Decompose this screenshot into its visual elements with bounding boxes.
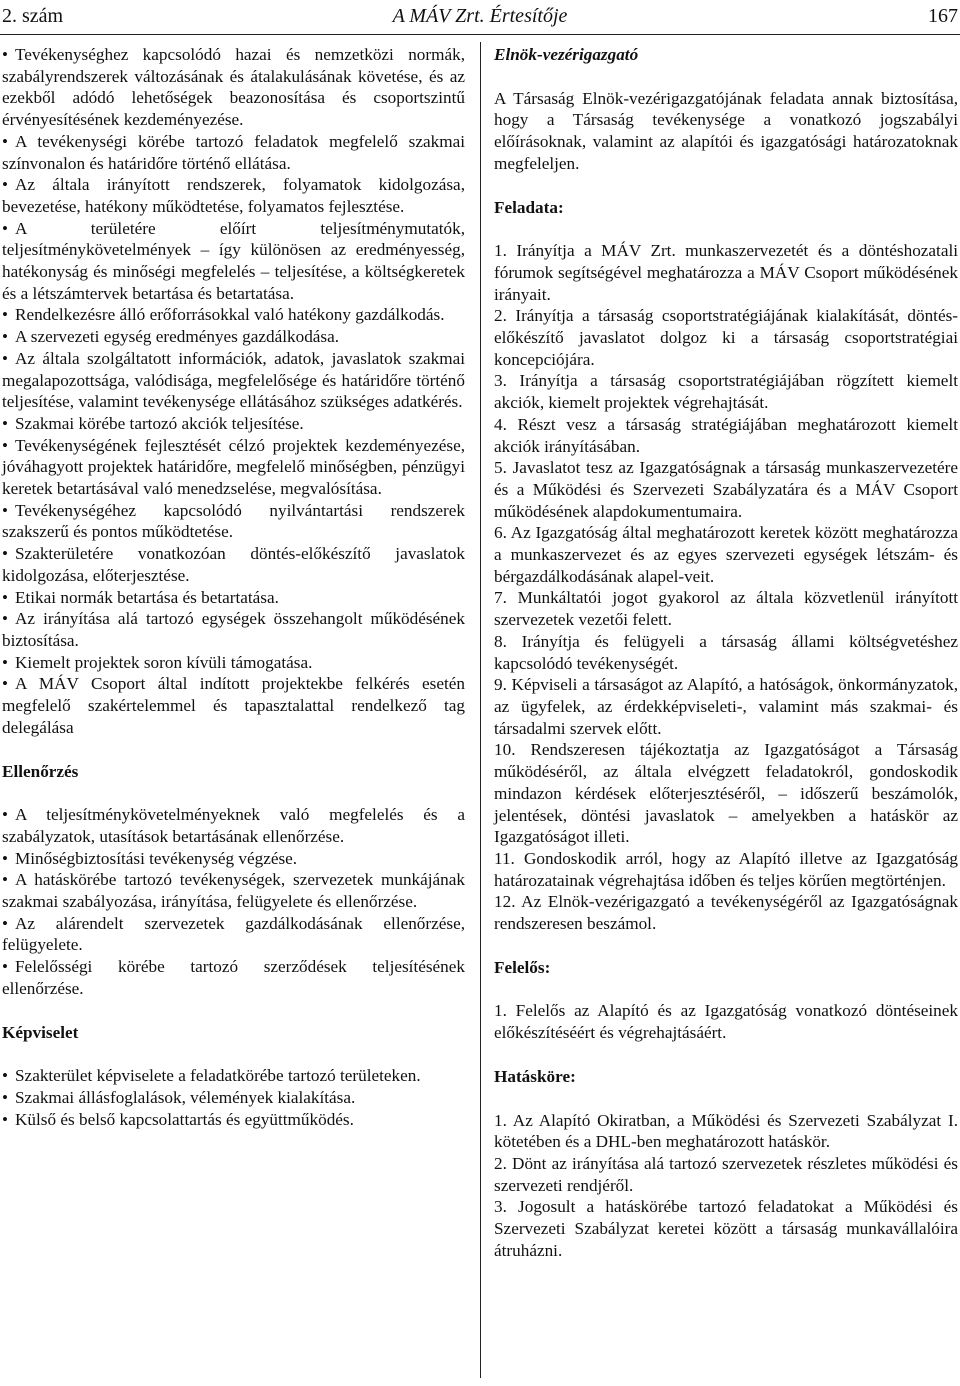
section-title-felelos: Felelős:	[494, 957, 551, 977]
bullet-item: • Az általa irányított rendszerek, folyamatok kidolgozása, bevezetése, hatékony működtetése, folyamatos fejlesztése.	[2, 175, 465, 216]
bullet-item: • A szervezeti egység eredményes gazdálkodása.	[2, 327, 340, 347]
issue-number: 2. szám	[2, 5, 64, 27]
bullet-list-control	[2, 804, 465, 999]
bullet-icon: •	[2, 609, 8, 629]
bullet-icon: •	[2, 348, 8, 368]
list-item: 12. Az Elnök-vezérigazgató a tevékenységéről az Igazgatóságnak rendszeresen beszámol.	[494, 892, 958, 934]
list-item: 7. Munkáltatói jogot gyakorol az általa közvetlenül irányított szervezetek vezetői felett.	[494, 588, 958, 630]
list-item: 1. Felelős az Alapító és az Igazgatóság vonatkozó döntéseinek előkészítéséért és végrehajtásáért.	[494, 1001, 958, 1043]
section-title-kepviselet: Képviselet	[2, 1022, 79, 1042]
numbered-list-responsibility	[494, 1000, 958, 1043]
bullet-item: • A területére előírt teljesítménymutatók, teljesítménykövetelmények – így különösen az eredményesség, hatékonyság és minőségi megfelelés – teljesítése, a költségkeretek és a létszámtervek betartása és betartatása.	[2, 218, 465, 303]
bullet-item: • Szakterület képviselete a feladatkörébe tartozó területeken.	[2, 1066, 421, 1086]
bullet-item: • Az alárendelt szervezetek gazdálkodásának ellenőrzése, felügyelete.	[2, 913, 465, 955]
bullet-icon: •	[2, 913, 8, 933]
bullet-item: • Külső és belső kapcsolattartás és együttműködés.	[2, 1109, 354, 1129]
bullet-list-duties	[2, 44, 465, 739]
section-title-ceo: Elnök-vezérigazgató	[494, 45, 639, 64]
bullet-item: • Tevékenységéhez kapcsolódó nyilvántartási rendszerek szakszerű és pontos működtetése.	[2, 500, 465, 542]
bullet-icon: •	[2, 587, 8, 607]
bullet-icon: •	[2, 957, 8, 977]
intro-paragraph: A Társaság Elnök-vezérigazgatójának feladata annak biztosítása, hogy a Társaság tevékenysége a vonatkozó jogszabályi előírásoknak, valamint az alapítói és igazgatósági határozatoknak megfeleljen.	[494, 88, 958, 173]
bullet-icon: •	[2, 435, 8, 455]
bullet-list-representation	[2, 1065, 465, 1130]
bullet-icon: •	[2, 131, 8, 151]
page-number: 167	[928, 5, 958, 27]
bullet-icon: •	[2, 544, 8, 564]
bullet-item: • Tevékenységének fejlesztését célzó projektek kezdeményezése, jóváhagyott projektek határidőre, megfelelő minőségben, pénzügyi keretek betartásával való menedzselése, megvalósítása.	[2, 435, 465, 499]
list-item: 10. Rendszeresen tájékoztatja az Igazgatóságot a Társaság működéséről, az általa elvégzett feladatokról, gondoskodik mindazon kérdések előterjesztéséről, – időszerű beszámolók, jelentések, döntési javaslatok – amelyekben a hatáskör az Igazgatóságot illeti.	[494, 740, 958, 847]
list-item: 1. Az Alapító Okiratban, a Működési és Szervezeti Szabályzat I. kötetében és a DHL-ben meghatározott hatáskör.	[494, 1110, 958, 1152]
bullet-item: • Az általa szolgáltatott információk, adatok, javaslatok szakmai megalapozottsága, valódisága, megfelelősége és határidőre történő teljesítése, valamint tevékenysége ellátásához szükséges adatkérés.	[2, 348, 465, 412]
bullet-item: • A teljesítménykövetelményeknek való megfelelés és a szabályzatok, utasítások betartásának ellenőrzése.	[2, 805, 465, 846]
list-item: 4. Részt vesz a társaság stratégiájában meghatározott kiemelt akciók irányításában.	[494, 414, 958, 456]
bullet-icon: •	[2, 870, 8, 890]
list-item: 8. Irányítja és felügyeli a társaság állami költségvetéshez kapcsolódó tevékenységét.	[494, 631, 958, 673]
list-item: 3. Jogosult a hatáskörébe tartozó feladatokat a Működési és Szervezeti Szabályzat keretei között a társaság munkavállalóira átruházni.	[494, 1197, 958, 1260]
bullet-item: • Az irányítása alá tartozó egységek összehangolt működésének biztosítása.	[2, 609, 465, 650]
bullet-icon: •	[2, 1109, 8, 1129]
bullet-item: • Kiemelt projektek soron kívüli támogatása.	[2, 652, 313, 672]
bullet-icon: •	[2, 413, 8, 433]
column-divider	[480, 42, 481, 1378]
bullet-item: • Tevékenységhez kapcsolódó hazai és nemzetközi normák, szabályrendszerek változásának és átalakulásának követése, és az ezekből adódó lehetőségek beazonosítása és csoportszintű érvényesítésének kezdeményezése.	[2, 45, 465, 130]
bullet-item: • Szakterületére vonatkozóan döntés-előkészítő javaslatok kidolgozása, előterjesztése.	[2, 544, 465, 585]
bullet-item: • A MÁV Csoport által indított projektekbe felkérés esetén megfelelő szakértelemmel és tapasztalattal rendelkező tag delegálása	[2, 674, 465, 737]
list-item: 3. Irányítja a társaság csoportstratégiájában rögzített kiemelt akciók, kiemelt projektek végrehajtását.	[494, 371, 958, 413]
section-title-ellenorzes: Ellenőrzés	[2, 761, 79, 781]
bullet-icon: •	[2, 175, 8, 195]
numbered-list-authority	[494, 1110, 958, 1262]
page-header	[0, 0, 960, 32]
right-column	[494, 44, 958, 1261]
publication-title: A MÁV Zrt. Értesítője	[392, 5, 568, 27]
bullet-icon: •	[2, 1066, 8, 1086]
section-title-hataskore: Hatásköre:	[494, 1066, 576, 1086]
list-item: 2. Irányítja a társaság csoportstratégiájának kialakítását, döntés-előkészítő javaslatot dolgoz ki a társaság csoportstratégiai koncepciójára.	[494, 306, 958, 369]
list-item: 6. Az Igazgatóság által meghatározott keretek között meghatározza a munkaszervezet és az egyes szervezeti egységek létszám- és bérgazdálkodásának alapel-veit.	[494, 523, 958, 586]
bullet-icon: •	[2, 805, 8, 825]
bullet-item: • Minőségbiztosítási tevékenység végzése.	[2, 848, 298, 868]
bullet-icon: •	[2, 1087, 8, 1107]
bullet-icon: •	[2, 218, 8, 238]
bullet-item: • A tevékenységi körébe tartozó feladatok megfelelő szakmai színvonalon és határidőre történő ellátása.	[2, 131, 465, 173]
list-item: 1. Irányítja a MÁV Zrt. munkaszervezetét és a döntéshozatali fórumok segítségével meghatározza a MÁV Csoport működésének irányait.	[494, 241, 958, 304]
header-rule	[0, 34, 960, 35]
list-item: 9. Képviseli a társaságot az Alapító, a hatóságok, önkormányzatok, az ügyfelek, az érdekképviseleti-, valamint más szakmai- és társadalmi szervek előtt.	[494, 675, 958, 738]
bullet-item: • Szakmai állásfoglalások, vélemények kialakítása.	[2, 1087, 356, 1107]
bullet-icon: •	[2, 327, 8, 347]
bullet-icon: •	[2, 45, 8, 64]
bullet-icon: •	[2, 305, 8, 325]
numbered-list-tasks	[494, 240, 958, 935]
list-item: 11. Gondoskodik arról, hogy az Alapító illetve az Igazgatóság határozatainak végrehajtása időben és teljes körűen megtörténjen.	[494, 848, 958, 890]
list-item: 2. Dönt az irányítása alá tartozó szervezetek részletes működési és szervezeti rendjéről.	[494, 1153, 958, 1195]
bullet-item: • Felelősségi körébe tartozó szerződések teljesítésének ellenőrzése.	[2, 957, 465, 998]
bullet-item: • A hatáskörébe tartozó tevékenységek, szervezetek munkájának szakmai szabályozása, irányítása, felügyelete és ellenőrzése.	[2, 870, 465, 912]
list-item: 5. Javaslatot tesz az Igazgatóságnak a társaság munkaszervezetére és a Működési és Szervezeti Szabályzatára és a MÁV Csoport működésének alapdokumentumaira.	[494, 458, 958, 521]
bullet-item: • Rendelkezésre álló erőforrásokkal való hatékony gazdálkodás.	[2, 305, 445, 325]
bullet-icon: •	[2, 652, 8, 672]
left-column	[2, 44, 465, 1130]
bullet-icon: •	[2, 674, 8, 694]
bullet-item: • Etikai normák betartása és betartatása.	[2, 587, 279, 607]
section-title-feladata: Feladata:	[494, 197, 564, 217]
bullet-item: • Szakmai körébe tartozó akciók teljesítése.	[2, 413, 304, 433]
bullet-icon: •	[2, 848, 8, 868]
bullet-icon: •	[2, 500, 8, 520]
